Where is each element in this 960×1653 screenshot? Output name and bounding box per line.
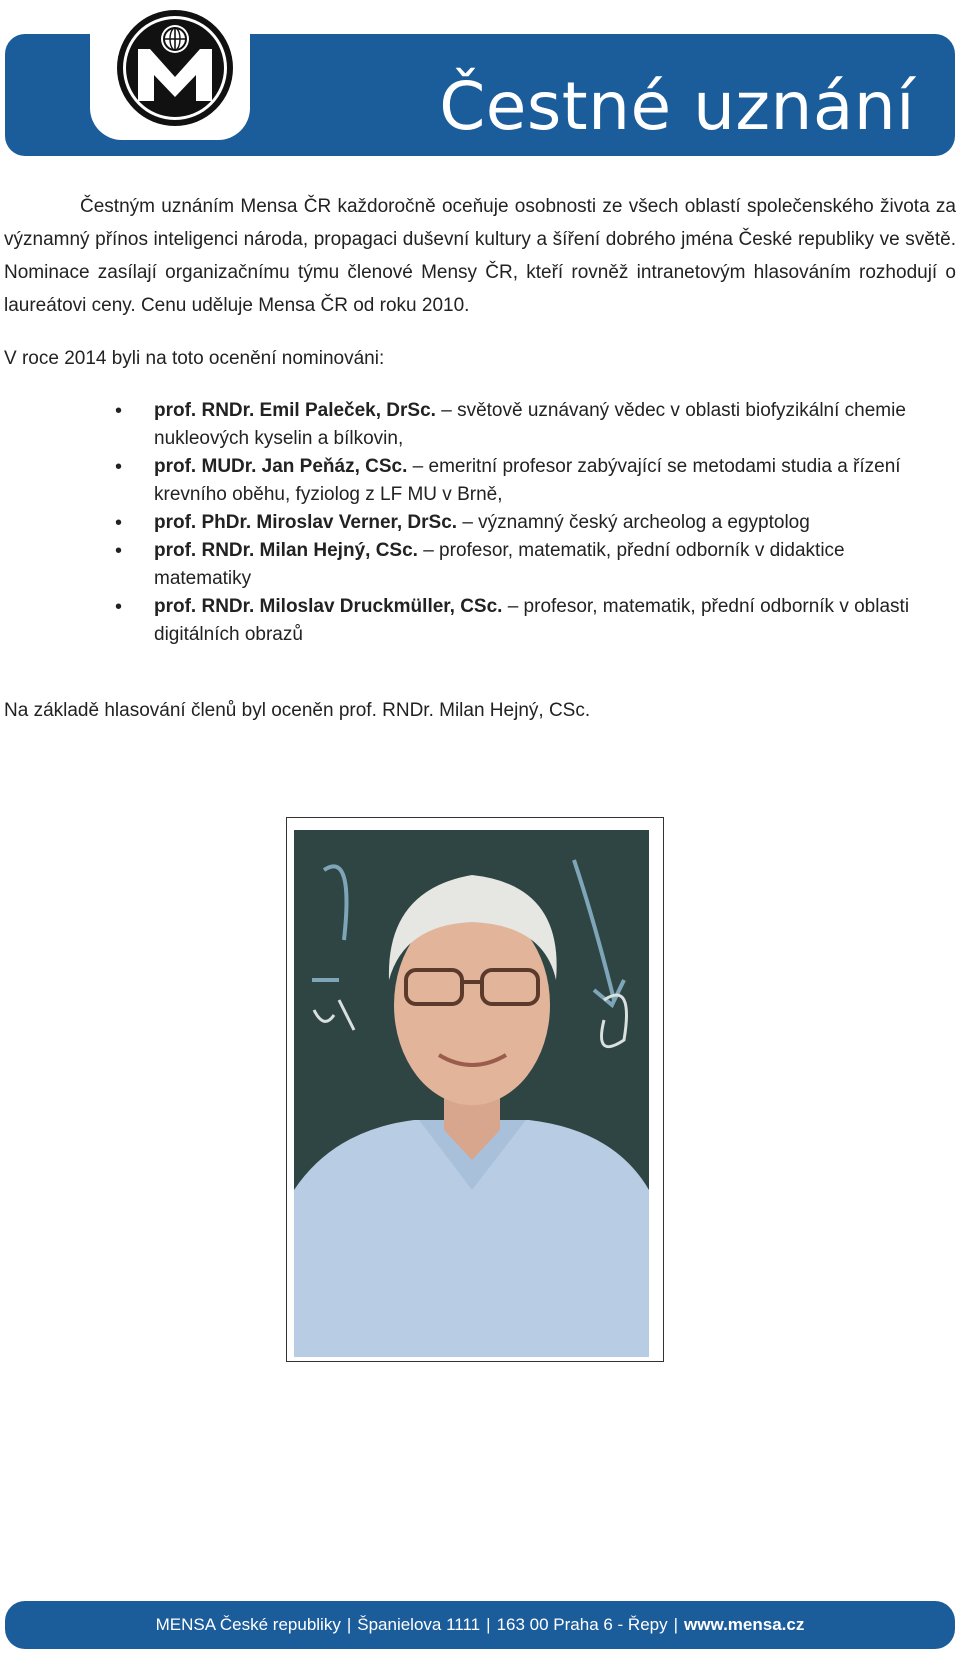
list-item (115, 593, 915, 649)
nominee-name: prof. RNDr. Miloslav Druckmüller, CSc. (154, 596, 503, 617)
mensa-logo-icon (110, 3, 240, 133)
laureate-photo (294, 830, 649, 1357)
footer-separator: | (486, 1615, 491, 1634)
list-item (115, 509, 915, 537)
bullet-icon: • (115, 540, 123, 562)
nominee-description: – profesor, matematik, přední odborník v didaktice matematiky (154, 540, 845, 589)
nominee-name: prof. MUDr. Jan Peňáz, CSc. (154, 456, 408, 477)
footer-city: 163 00 Praha 6 - Řepy (496, 1615, 668, 1634)
nominated-heading: V roce 2014 byli na toto ocenění nominováni: (4, 348, 385, 369)
footer-web-link[interactable]: www.mensa.cz (684, 1615, 805, 1634)
intro-paragraph: Čestným uznáním Mensa ČR každoročně oceňuje osobnosti ze všech oblastí společenského života za významný přínos inteligenci národa, propagaci duševní kultury a šíření dobrého jména České republiky ve světě. Nominace zasílají organizačnímu týmu členové Mensy ČR, kteří rovněž intranetovým hlasováním rozhodují o laureátovi ceny. Cenu uděluje Mensa ČR od roku 2010. (4, 196, 956, 316)
footer-band (5, 1601, 955, 1649)
nominee-name: prof. RNDr. Milan Hejný, CSc. (154, 540, 418, 561)
footer-separator: | (346, 1615, 352, 1634)
nominee-list (115, 397, 915, 649)
list-item (115, 397, 915, 453)
list-item (115, 537, 915, 593)
nominee-description: – profesor, matematik, přední odborník v oblasti digitálních obrazů (154, 596, 910, 645)
bullet-icon: • (115, 512, 123, 534)
nominee-description: – významný český archeolog a egyptolog (457, 512, 810, 533)
footer (5, 1601, 955, 1649)
page-title: Čestné uznání (439, 68, 915, 145)
list-item (115, 453, 915, 509)
bullet-icon: • (115, 400, 123, 422)
bullet-icon: • (115, 596, 123, 618)
nominee-name: prof. RNDr. Emil Paleček, DrSc. (154, 400, 436, 421)
result-statement: Na základě hlasování členů byl oceněn prof. RNDr. Milan Hejný, CSc. (4, 700, 591, 721)
footer-org: MENSA České republiky (155, 1615, 341, 1634)
photo-frame (286, 817, 664, 1362)
nominee-description: – emeritní profesor zabývající se metodami studia a řízení krevního oběhu, fyziolog z LF MU v Brně, (154, 456, 901, 505)
nominee-name: prof. PhDr. Miroslav Verner, DrSc. (154, 512, 458, 533)
bullet-icon: • (115, 456, 123, 478)
footer-address: Španielova 1111 (357, 1615, 481, 1634)
nominee-description: – světově uznávaný vědec v oblasti biofyzikální chemie nukleových kyselin a bílkovin, (154, 400, 906, 449)
footer-separator: | (673, 1615, 679, 1634)
